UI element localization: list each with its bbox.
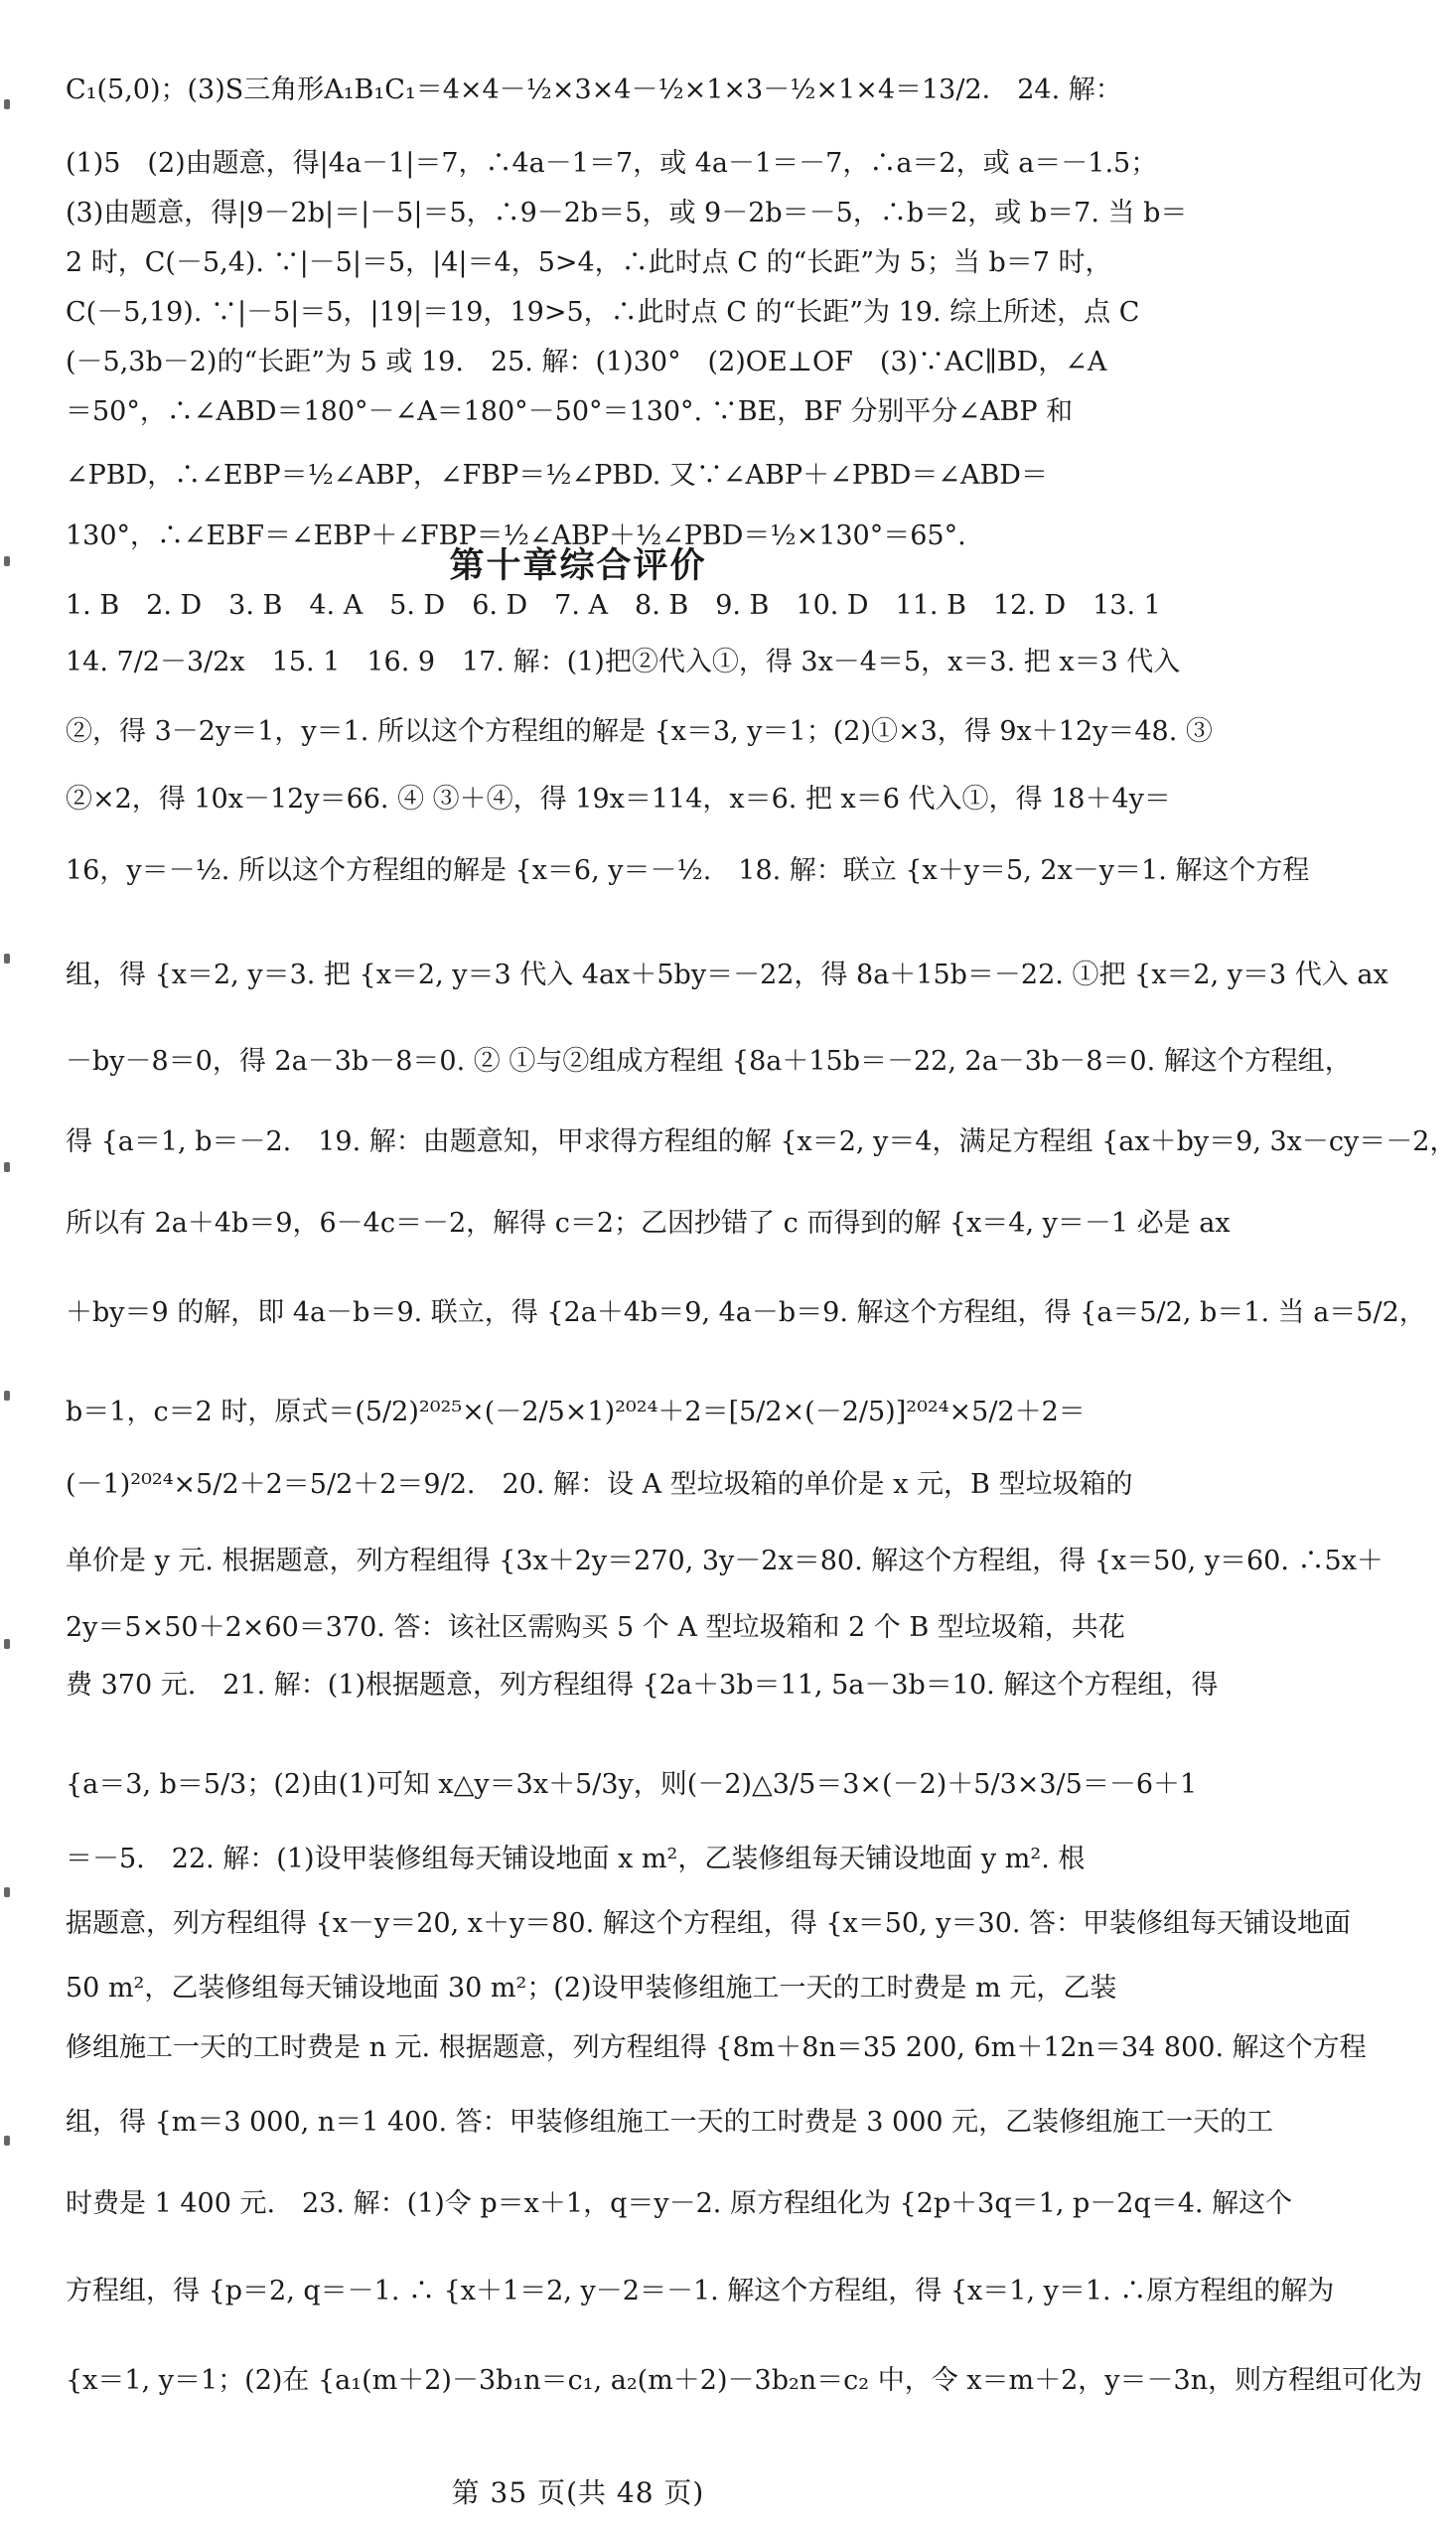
text-line: C₁(5,0)；(3)S三角形A₁B₁C₁＝4×4－½×3×4－½×1×3－½×1×4＝13/2． 24. 解：	[66, 74, 1122, 105]
text-line: ②×2，得 10x－12y＝66. ④ ③＋④，得 19x＝114，x＝6. 把 x＝6 代入①，得 18＋4y＝	[66, 784, 1171, 815]
text-line: 1. B 2. D 3. B 4. A 5. D 6. D 7. A 8. B 9. B 10. D 11. B 12. D 13. 1	[66, 590, 1161, 621]
text-line: ∠PBD，∴∠EBP＝½∠ABP，∠FBP＝½∠PBD. 又∵∠ABP＋∠PBD＝∠ABD＝	[66, 460, 1048, 491]
text-line: ＋by＝9 的解，即 4a－b＝9. 联立，得 {2a＋4b＝9, 4a－b＝9. 解这个方程组，得 {a＝5/2, b＝1. 当 a＝5/2，	[66, 1297, 1426, 1328]
text-line: 得 {a＝1, b＝－2. 19. 解：由题意知，甲求得方程组的解 {x＝2, y＝4，满足方程组 {ax＋by＝9, 3x－cy＝－2，	[66, 1126, 1456, 1157]
text-line: {x＝1, y＝1；(2)在 {a₁(m＋2)－3b₁n＝c₁, a₂(m＋2)－3b₂n＝c₂ 中，令 x＝m＋2，y＝－3n，则方程组可化为	[66, 2365, 1423, 2396]
text-line: 费 370 元. 21. 解：(1)根据题意，列方程组得 {2a＋3b＝11, 5a－3b＝10. 解这个方程组，得	[66, 1670, 1219, 1701]
text-line: 据题意，列方程组得 {x－y＝20, x＋y＝80. 解这个方程组，得 {x＝50, y＝30. 答：甲装修组每天铺设地面	[66, 1908, 1352, 1939]
text-line: (1)5 (2)由题意，得|4a－1|＝7，∴4a－1＝7，或 4a－1＝－7，∴a＝2，或 a＝－1.5；	[66, 148, 1158, 179]
text-line: C(－5,19). ∵|－5|＝5，|19|＝19，19>5，∴此时点 C 的“长距”为 19. 综上所述，点 C	[66, 297, 1140, 328]
left-margin-marks	[0, 0, 20, 2528]
text-line: {a＝3, b＝5/3；(2)由(1)可知 x△y＝3x＋5/3y，则(－2)△3/5＝3×(－2)＋5/3×3/5＝－6＋1	[66, 1769, 1198, 1800]
text-line: (－5,3b－2)的“长距”为 5 或 19. 25. 解：(1)30° (2)OE⊥OF (3)∵AC∥BD，∠A	[66, 347, 1107, 377]
page-footer: 第 35 页(共 48 页)	[451, 2476, 705, 2509]
text-line: 方程组，得 {p＝2, q＝－1. ∴ {x＋1＝2, y－2＝－1. 解这个方程组，得 {x＝1, y＝1. ∴原方程组的解为	[66, 2276, 1335, 2306]
text-line: 14. 7/2－3/2x 15. 1 16. 9 17. 解：(1)把②代入①，得 3x－4＝5，x＝3. 把 x＝3 代入	[66, 647, 1181, 677]
text-line: ＝50°，∴∠ABD＝180°－∠A＝180°－50°＝130°. ∵BE，BF 分别平分∠ABP 和	[66, 396, 1074, 427]
text-line: 组，得 {m＝3 000, n＝1 400. 答：甲装修组施工一天的工时费是 3 000 元，乙装修组施工一天的工	[66, 2107, 1274, 2138]
text-line: 130°，∴∠EBF＝∠EBP＋∠FBP＝½∠ABP＋½∠PBD＝½×130°＝65°.	[66, 520, 966, 551]
text-line: 16，y＝－½. 所以这个方程组的解是 {x＝6, y＝－½. 18. 解：联立 {x＋y＝5, 2x－y＝1. 解这个方程	[66, 855, 1310, 886]
text-line: 所以有 2a＋4b＝9，6－4c＝－2，解得 c＝2；乙因抄错了 c 而得到的解 {x＝4, y＝－1 必是 ax	[66, 1208, 1231, 1239]
chapter-title: 第十章综合评价	[449, 546, 707, 586]
text-line: b＝1，c＝2 时，原式＝(5/2)²⁰²⁵×(－2/5×1)²⁰²⁴＋2＝[5/2×(－2/5)]²⁰²⁴×5/2＋2＝	[66, 1397, 1086, 1427]
text-line: 修组施工一天的工时费是 n 元. 根据题意，列方程组得 {8m＋8n＝35 200, 6m＋12n＝34 800. 解这个方程	[66, 2032, 1367, 2063]
text-line: 2y＝5×50＋2×60＝370. 答：该社区需购买 5 个 A 型垃圾箱和 2 个 B 型垃圾箱，共花	[66, 1612, 1125, 1643]
text-line: 50 m²，乙装修组每天铺设地面 30 m²；(2)设甲装修组施工一天的工时费是 m 元，乙装	[66, 1973, 1117, 2004]
text-line: ＝－5. 22. 解：(1)设甲装修组每天铺设地面 x m²，乙装修组每天铺设地面 y m². 根	[66, 1844, 1086, 1874]
text-line: －by－8＝0，得 2a－3b－8＝0. ② ①与②组成方程组 {8a＋15b＝－22, 2a－3b－8＝0. 解这个方程组，	[66, 1046, 1352, 1077]
text-line: 2 时，C(－5,4). ∵|－5|＝5，|4|＝4，5>4，∴此时点 C 的“长距”为 5；当 b＝7 时，	[66, 247, 1112, 278]
text-line: (3)由题意，得|9－2b|＝|－5|＝5，∴9－2b＝5，或 9－2b＝－5，∴b＝2，或 b＝7. 当 b＝	[66, 198, 1188, 228]
text-line: 单价是 y 元. 根据题意，列方程组得 {3x＋2y＝270, 3y－2x＝80. 解这个方程组，得 {x＝50, y＝60. ∴5x＋	[66, 1546, 1383, 1576]
text-line: ②，得 3－2y＝1，y＝1. 所以这个方程组的解是 {x＝3, y＝1；(2)①×3，得 9x＋12y＝48. ③	[66, 716, 1213, 747]
text-line: (－1)²⁰²⁴×5/2＋2＝5/2＋2＝9/2. 20. 解：设 A 型垃圾箱的单价是 x 元，B 型垃圾箱的	[66, 1469, 1133, 1500]
text-line: 时费是 1 400 元. 23. 解：(1)令 p＝x＋1，q＝y－2. 原方程组化为 {2p＋3q＝1, p－2q＝4. 解这个	[66, 2188, 1293, 2219]
text-line: 组，得 {x＝2, y＝3. 把 {x＝2, y＝3 代入 4ax＋5by＝－22，得 8a＋15b＝－22. ①把 {x＝2, y＝3 代入 ax	[66, 960, 1388, 990]
